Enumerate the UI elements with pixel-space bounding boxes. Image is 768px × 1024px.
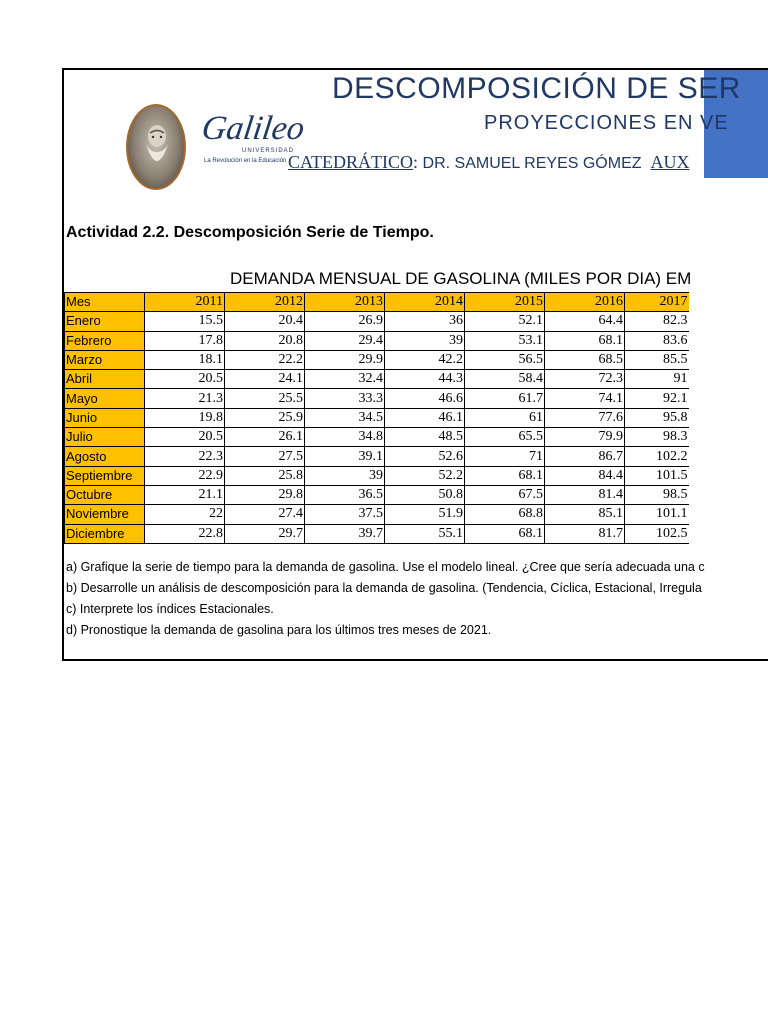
value-cell[interactable]: 92.1: [625, 389, 689, 408]
value-cell[interactable]: 67.5: [465, 485, 545, 504]
value-cell[interactable]: 27.4: [225, 505, 305, 524]
table-row: [65, 505, 689, 524]
value-cell[interactable]: 25.9: [225, 408, 305, 427]
value-cell[interactable]: 81.7: [545, 524, 625, 543]
value-cell[interactable]: 25.5: [225, 389, 305, 408]
table-row: [65, 485, 689, 504]
value-cell[interactable]: 29.7: [225, 524, 305, 543]
value-cell[interactable]: 68.1: [545, 331, 625, 350]
month-cell[interactable]: Marzo: [65, 350, 145, 369]
value-cell[interactable]: 91: [625, 370, 689, 389]
table-row: [65, 524, 689, 543]
question-c: c) Interprete los índices Estacionales.: [66, 602, 274, 616]
value-cell[interactable]: 25.8: [225, 466, 305, 485]
value-cell[interactable]: 26.9: [305, 312, 385, 331]
table-title: DEMANDA MENSUAL DE GASOLINA (MILES POR DIA) EM: [230, 269, 692, 288]
value-cell[interactable]: 53.1: [465, 331, 545, 350]
value-cell[interactable]: 51.9: [385, 505, 465, 524]
month-cell[interactable]: Septiembre: [65, 466, 145, 485]
value-cell[interactable]: 39.7: [305, 524, 385, 543]
value-cell[interactable]: 32.4: [305, 370, 385, 389]
value-cell[interactable]: 64.4: [545, 312, 625, 331]
value-cell[interactable]: 39.1: [305, 447, 385, 466]
value-cell[interactable]: 46.6: [385, 389, 465, 408]
bearded-man-icon: [142, 122, 172, 174]
value-cell[interactable]: 22.9: [145, 466, 225, 485]
value-cell[interactable]: 20.4: [225, 312, 305, 331]
value-cell[interactable]: 48.5: [385, 428, 465, 447]
question-d: d) Pronostique la demanda de gasolina para los últimos tres meses de 2021.: [66, 623, 492, 637]
column-header[interactable]: 2016: [545, 293, 625, 312]
table-row: [65, 466, 689, 485]
value-cell[interactable]: 29.4: [305, 331, 385, 350]
table-row: [65, 408, 689, 427]
value-cell[interactable]: 71: [465, 447, 545, 466]
auxiliar-label: AUX: [650, 152, 690, 172]
catedratico-name: DR. SAMUEL REYES GÓMEZ: [422, 155, 642, 172]
demand-table-body: [65, 293, 689, 544]
month-cell[interactable]: Octubre: [65, 485, 145, 504]
value-cell[interactable]: 33.3: [305, 389, 385, 408]
header-band: [64, 70, 768, 178]
value-cell[interactable]: 37.5: [305, 505, 385, 524]
question-a: a) Grafique la serie de tiempo para la demanda de gasolina. Use el modelo lineal. ¿Cree que sería adecuada una c: [66, 560, 705, 574]
month-cell[interactable]: Enero: [65, 312, 145, 331]
table-header-row: [65, 293, 689, 312]
questions-list: [66, 557, 705, 641]
table-row: [65, 389, 689, 408]
page-subtitle: PROYECCIONES EN VE: [484, 112, 729, 134]
month-cell[interactable]: Abril: [65, 370, 145, 389]
value-cell[interactable]: 72.3: [545, 370, 625, 389]
galileo-logo-tagline: La Revolución en la Educación: [204, 158, 287, 164]
value-cell[interactable]: 29.8: [225, 485, 305, 504]
value-cell[interactable]: 52.1: [465, 312, 545, 331]
column-header[interactable]: 2013: [305, 293, 385, 312]
value-cell[interactable]: 79.9: [545, 428, 625, 447]
value-cell[interactable]: 19.8: [145, 408, 225, 427]
value-cell[interactable]: 44.3: [385, 370, 465, 389]
demand-table: [64, 292, 689, 544]
value-cell[interactable]: 101.1: [625, 505, 689, 524]
value-cell[interactable]: 46.1: [385, 408, 465, 427]
value-cell[interactable]: 61.7: [465, 389, 545, 408]
value-cell[interactable]: 22.3: [145, 447, 225, 466]
value-cell[interactable]: 56.5: [465, 350, 545, 369]
value-cell[interactable]: 101.5: [625, 466, 689, 485]
catedratico-separator: :: [413, 152, 423, 172]
column-header[interactable]: Mes: [65, 293, 145, 312]
value-cell[interactable]: 21.1: [145, 485, 225, 504]
value-cell[interactable]: 34.5: [305, 408, 385, 427]
value-cell[interactable]: 61: [465, 408, 545, 427]
value-cell[interactable]: 17.8: [145, 331, 225, 350]
galileo-portrait-logo: [126, 104, 186, 190]
value-cell[interactable]: 36.5: [305, 485, 385, 504]
column-header[interactable]: 2017: [625, 293, 689, 312]
value-cell[interactable]: 52.6: [385, 447, 465, 466]
value-cell[interactable]: 20.8: [225, 331, 305, 350]
value-cell[interactable]: 74.1: [545, 389, 625, 408]
activity-title: Actividad 2.2. Descomposición Serie de Tiempo.: [66, 224, 434, 241]
value-cell[interactable]: 20.5: [145, 370, 225, 389]
column-header[interactable]: 2011: [145, 293, 225, 312]
value-cell[interactable]: 95.8: [625, 408, 689, 427]
column-header[interactable]: 2014: [385, 293, 465, 312]
column-header[interactable]: 2012: [225, 293, 305, 312]
month-cell[interactable]: Febrero: [65, 331, 145, 350]
month-cell[interactable]: Diciembre: [65, 524, 145, 543]
value-cell[interactable]: 68.1: [465, 466, 545, 485]
value-cell[interactable]: 20.5: [145, 428, 225, 447]
value-cell[interactable]: 86.7: [545, 447, 625, 466]
value-cell[interactable]: 58.4: [465, 370, 545, 389]
table-row: [65, 370, 689, 389]
value-cell[interactable]: 36: [385, 312, 465, 331]
column-header[interactable]: 2015: [465, 293, 545, 312]
page-title: DESCOMPOSICIÓN DE SER: [332, 72, 741, 105]
value-cell[interactable]: 34.8: [305, 428, 385, 447]
table-row: [65, 428, 689, 447]
value-cell[interactable]: 18.1: [145, 350, 225, 369]
value-cell[interactable]: 102.5: [625, 524, 689, 543]
catedratico-line: [288, 152, 690, 173]
galileo-logo-universidad: UNIVERSIDAD: [242, 148, 295, 154]
value-cell[interactable]: 24.1: [225, 370, 305, 389]
value-cell[interactable]: 84.4: [545, 466, 625, 485]
value-cell[interactable]: 55.1: [385, 524, 465, 543]
value-cell[interactable]: 42.2: [385, 350, 465, 369]
value-cell[interactable]: 98.3: [625, 428, 689, 447]
value-cell[interactable]: 65.5: [465, 428, 545, 447]
month-cell[interactable]: Agosto: [65, 447, 145, 466]
value-cell[interactable]: 39: [305, 466, 385, 485]
value-cell[interactable]: 68.5: [545, 350, 625, 369]
value-cell[interactable]: 68.8: [465, 505, 545, 524]
value-cell[interactable]: 39: [385, 331, 465, 350]
table-row: [65, 350, 689, 369]
value-cell[interactable]: 81.4: [545, 485, 625, 504]
value-cell[interactable]: 15.5: [145, 312, 225, 331]
table-row: [65, 447, 689, 466]
value-cell[interactable]: 83.6: [625, 331, 689, 350]
value-cell[interactable]: 77.6: [545, 408, 625, 427]
value-cell[interactable]: 27.5: [225, 447, 305, 466]
value-cell[interactable]: 102.2: [625, 447, 689, 466]
value-cell[interactable]: 21.3: [145, 389, 225, 408]
month-cell[interactable]: Noviembre: [65, 505, 145, 524]
value-cell[interactable]: 22.2: [225, 350, 305, 369]
value-cell[interactable]: 26.1: [225, 428, 305, 447]
value-cell[interactable]: 98.5: [625, 485, 689, 504]
table-row: [65, 331, 689, 350]
month-cell[interactable]: Junio: [65, 408, 145, 427]
galileo-logo-wordmark: Galileo: [199, 110, 307, 147]
value-cell[interactable]: 85.1: [545, 505, 625, 524]
month-cell[interactable]: Mayo: [65, 389, 145, 408]
value-cell[interactable]: 68.1: [465, 524, 545, 543]
value-cell[interactable]: 22.8: [145, 524, 225, 543]
question-b: b) Desarrolle un análisis de descomposición para la demanda de gasolina. (Tendencia, Cíclica, Estacional, Irregula: [66, 581, 702, 595]
value-cell[interactable]: 29.9: [305, 350, 385, 369]
value-cell[interactable]: 50.8: [385, 485, 465, 504]
spreadsheet-sheet: [62, 68, 768, 661]
table-row: [65, 312, 689, 331]
value-cell[interactable]: 85.5: [625, 350, 689, 369]
value-cell[interactable]: 82.3: [625, 312, 689, 331]
value-cell[interactable]: 22: [145, 505, 225, 524]
catedratico-label: CATEDRÁTICO: [288, 152, 413, 172]
month-cell[interactable]: Julio: [65, 428, 145, 447]
value-cell[interactable]: 52.2: [385, 466, 465, 485]
